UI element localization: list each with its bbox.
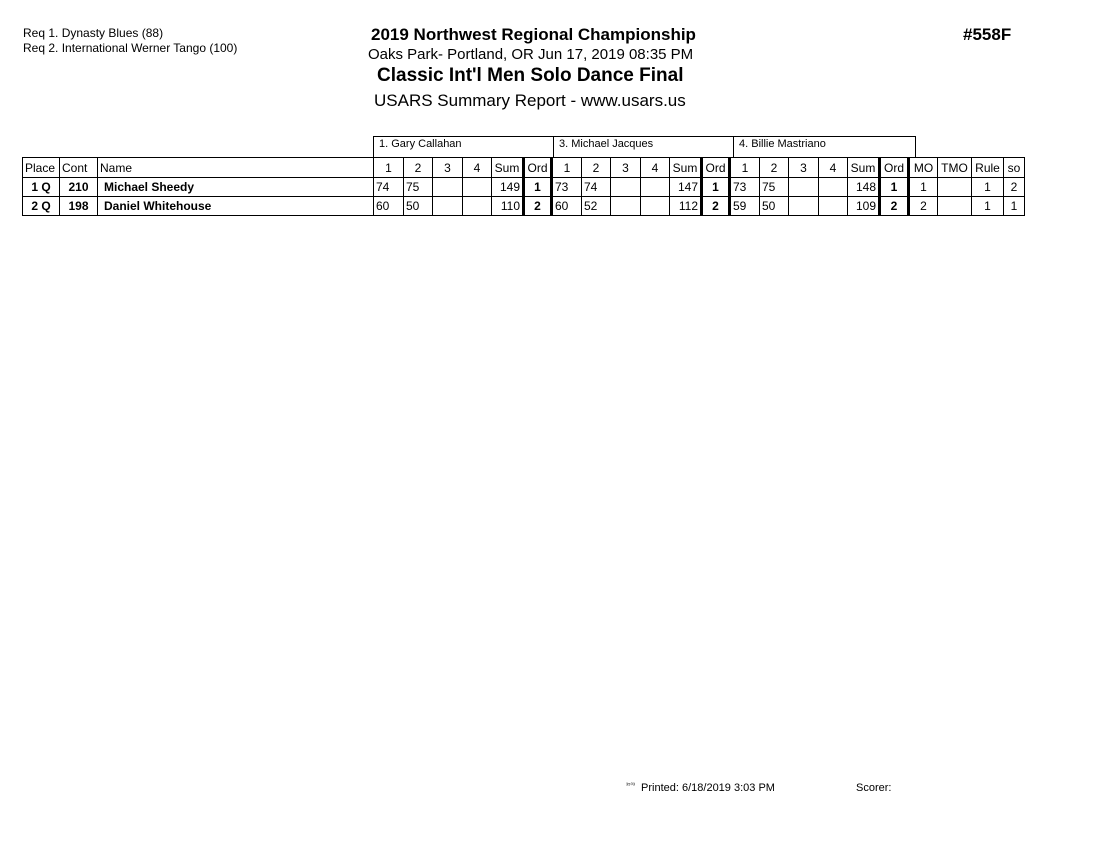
cont-cell: 210 [60,178,98,197]
mark-cell [641,197,670,216]
ord-cell: 2 [880,197,909,216]
ord-cell: 2 [702,197,730,216]
mark-cell: 52 [582,197,611,216]
mark-cell [433,197,463,216]
footer-mark: ³⁵⁰³ [626,783,635,789]
mark-cell: 59 [730,197,760,216]
footer-scorer: Scorer: [856,782,892,794]
rule-cell: 1 [972,197,1004,216]
table-header-row [23,158,1025,178]
col-j2-sum: Sum [670,158,702,178]
sum-cell: 109 [848,197,880,216]
mark-cell: 50 [404,197,433,216]
col-j2-mark-1: 1 [552,158,582,178]
venue-datetime: Oaks Park- Portland, OR Jun 17, 2019 08:35 PM [368,46,694,63]
col-j3-mark-4: 4 [819,158,848,178]
printed-timestamp: Printed: 6/18/2019 3:03 PM [641,782,775,794]
col-j1-ord: Ord [524,158,552,178]
so-cell: 1 [1004,197,1025,216]
col-j1-sum: Sum [492,158,524,178]
mark-cell [789,197,819,216]
col-j3-mark-1: 1 [730,158,760,178]
col-name: Name [98,158,374,178]
col-j1-mark-1: 1 [374,158,404,178]
place-cell: 1 Q [23,178,60,197]
sum-cell: 112 [670,197,702,216]
mark-cell: 74 [374,178,404,197]
page-title: 2019 Northwest Regional Championship [371,25,696,44]
event-title: Classic Int'l Men Solo Dance Final [377,65,684,86]
col-tmo: TMO [938,158,972,178]
sum-cell: 110 [492,197,524,216]
mark-cell: 73 [730,178,760,197]
requirement-1: Req 1. Dynasty Blues (88) [23,26,164,40]
cont-cell: 198 [60,197,98,216]
tmo-cell [938,178,972,197]
mark-cell [611,178,641,197]
col-j3-mark-2: 2 [760,158,789,178]
mark-cell [819,197,848,216]
so-cell: 2 [1004,178,1025,197]
col-place: Place [23,158,60,178]
col-cont: Cont [60,158,98,178]
mark-cell [463,178,492,197]
col-j3-ord: Ord [880,158,909,178]
rule-cell: 1 [972,178,1004,197]
ord-cell: 1 [702,178,730,197]
col-j1-mark-4: 4 [463,158,492,178]
mark-cell: 75 [760,178,789,197]
mark-cell: 75 [404,178,433,197]
mark-cell [463,197,492,216]
mark-cell: 73 [552,178,582,197]
event-code: #558F [963,25,1012,44]
sum-cell: 148 [848,178,880,197]
col-j1-mark-2: 2 [404,158,433,178]
col-j1-mark-3: 3 [433,158,463,178]
col-j2-mark-2: 2 [582,158,611,178]
sum-cell: 149 [492,178,524,197]
col-j3-mark-3: 3 [789,158,819,178]
col-so: so [1004,158,1025,178]
name-cell: Daniel Whitehouse [98,197,374,216]
mo-cell: 2 [909,197,938,216]
tmo-cell [938,197,972,216]
mark-cell [789,178,819,197]
mark-cell: 50 [760,197,789,216]
judge-header-2: 3. Michael Jacques [553,136,734,157]
judge-header-1: 1. Gary Callahan [373,136,554,157]
mark-cell: 60 [552,197,582,216]
mark-cell [611,197,641,216]
table-row [23,197,1025,216]
col-j2-ord: Ord [702,158,730,178]
table-row [23,178,1025,197]
ord-cell: 2 [524,197,552,216]
ord-cell: 1 [880,178,909,197]
mark-cell: 60 [374,197,404,216]
requirement-2: Req 2. International Werner Tango (100) [23,41,238,55]
col-rule: Rule [972,158,1004,178]
report-title: USARS Summary Report - www.usars.us [374,91,686,110]
name-cell: Michael Sheedy [98,178,374,197]
mark-cell [433,178,463,197]
place-cell: 2 Q [23,197,60,216]
col-mo: MO [909,158,938,178]
mark-cell: 74 [582,178,611,197]
col-j2-mark-3: 3 [611,158,641,178]
judge-header-3: 4. Billie Mastriano [733,136,916,157]
mark-cell [641,178,670,197]
results-table [22,157,1025,216]
footer-printed [626,782,775,794]
sum-cell: 147 [670,178,702,197]
col-j2-mark-4: 4 [641,158,670,178]
mo-cell: 1 [909,178,938,197]
mark-cell [819,178,848,197]
col-j3-sum: Sum [848,158,880,178]
ord-cell: 1 [524,178,552,197]
